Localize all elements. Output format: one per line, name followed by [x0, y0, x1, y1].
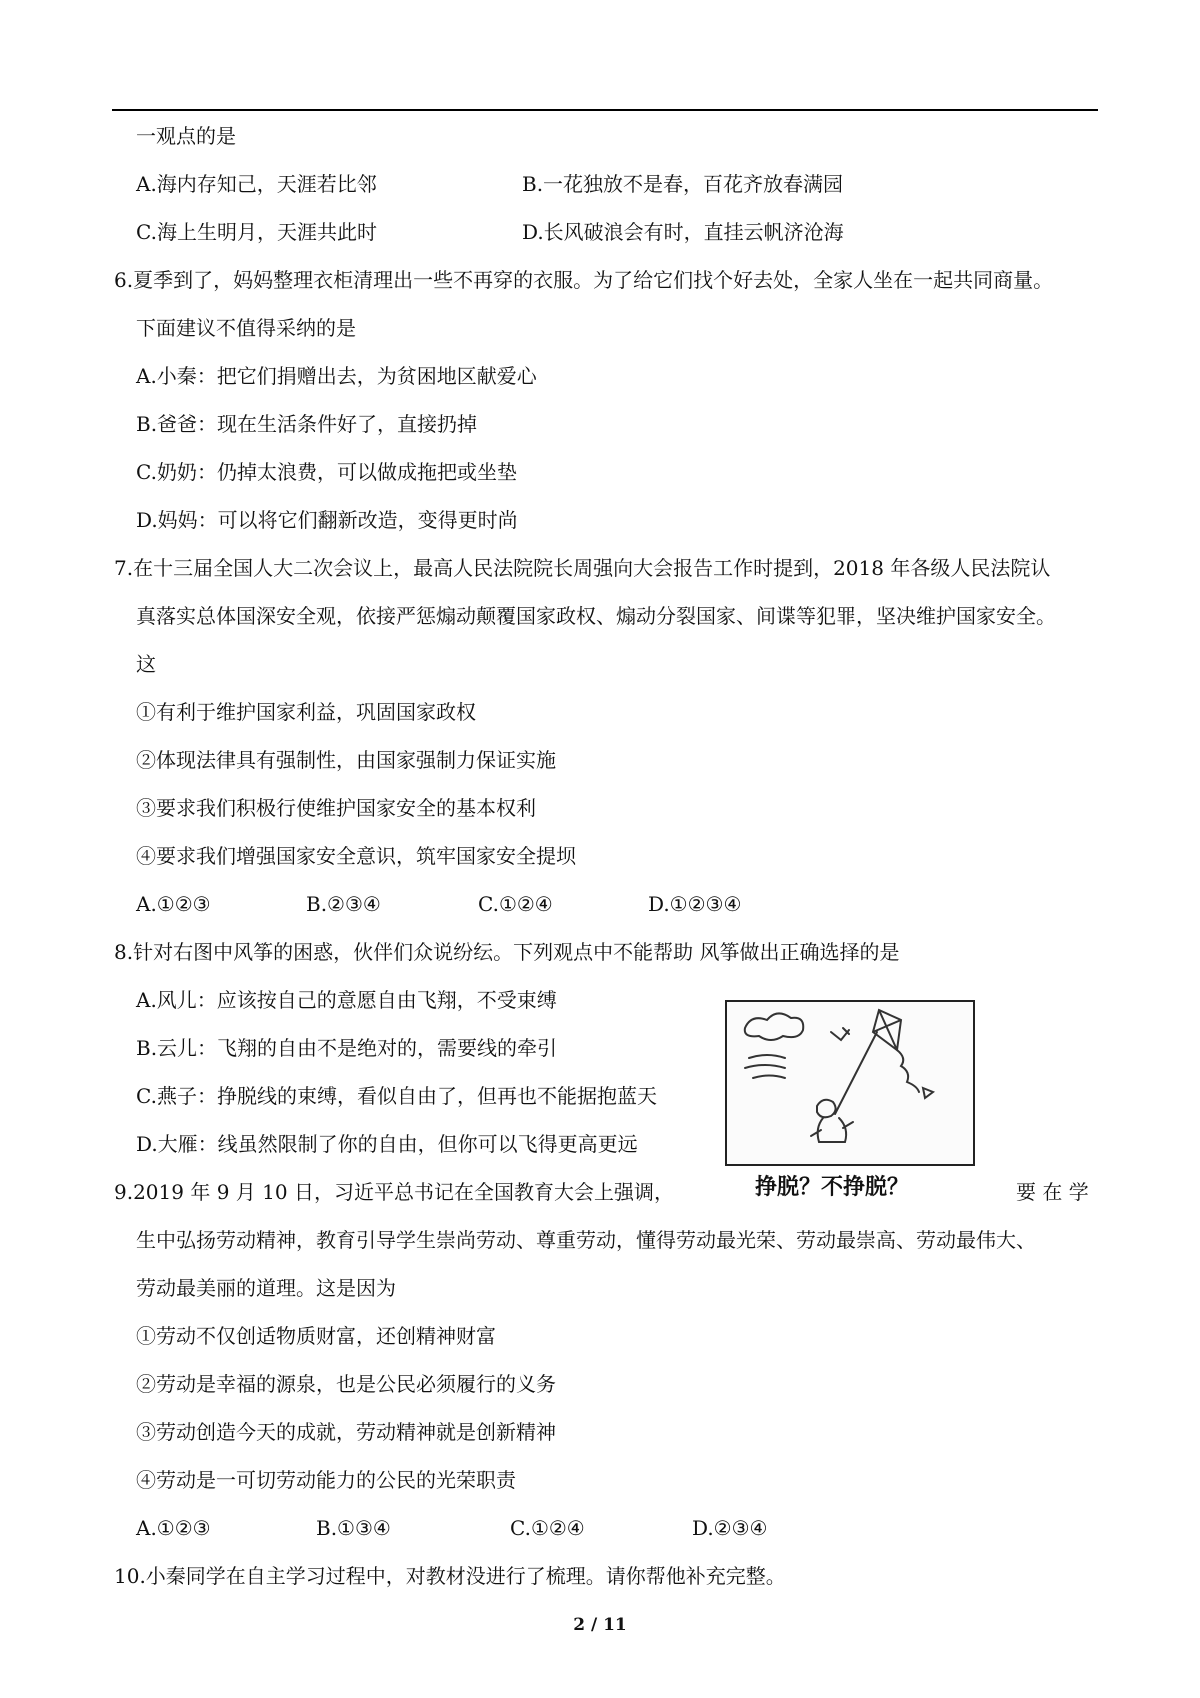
- kite-string-sketch: [835, 1032, 877, 1114]
- q9-stem-line1a: 9.2019 年 9 月 10 日，习近平总书记在全国教育大会上强调，: [114, 1180, 674, 1204]
- kite-sketch: [873, 1010, 901, 1050]
- q5-option-c: C.海上生明月，天涯共此时: [136, 220, 377, 244]
- q9-statement-1: ①劳动不仅创适物质财富，还创精神财富: [136, 1324, 496, 1348]
- q9-option-d: D.②③④: [692, 1516, 768, 1540]
- q8-option-a: A.风儿：应该按自己的意愿自由飞翔，不受束缚: [136, 988, 557, 1012]
- q6-stem-line1: 6.夏季到了，妈妈整理衣柜清理出一些不再穿的衣服。为了给它们找个好去处，全家人坐在一起共同商量。: [114, 268, 1054, 292]
- child-sketch: [811, 1100, 853, 1142]
- kite-illustration: [725, 1000, 975, 1166]
- q7-option-b: B.②③④: [306, 892, 381, 916]
- q8-option-b: B.云儿：飞翔的自由不是绝对的，需要线的牵引: [136, 1036, 558, 1060]
- q8-option-d: D.大雁：线虽然限制了你的自由，但你可以飞得更高更远: [136, 1132, 638, 1156]
- q7-option-a: A.①②③: [136, 892, 211, 916]
- q9-option-b: B.①③④: [316, 1516, 391, 1540]
- page-number: 2 / 11: [573, 1615, 627, 1635]
- q9-stem-line3: 劳动最美丽的道理。这是因为: [136, 1276, 396, 1300]
- wind-lines-sketch: [745, 1055, 785, 1078]
- figure-caption: 挣脱？不挣脱？: [755, 1175, 910, 1200]
- kite-tail-sketch: [897, 1050, 919, 1092]
- cloud-sketch: [745, 1013, 803, 1040]
- q7-option-d: D.①②③④: [648, 892, 742, 916]
- q6-stem-line2: 下面建议不值得采纳的是: [136, 316, 356, 340]
- q6-option-b: B.爸爸：现在生活条件好了，直接扔掉: [136, 412, 478, 436]
- q9-statement-2: ②劳动是幸福的源泉，也是公民必须履行的义务: [136, 1372, 556, 1396]
- q9-option-a: A.①②③: [136, 1516, 211, 1540]
- q7-statement-1: ①有利于维护国家利益，巩固国家政权: [136, 700, 476, 724]
- q7-statement-2: ②体现法律具有强制性，由国家强制力保证实施: [136, 748, 556, 772]
- q7-statement-4: ④要求我们增强国家安全意识，筑牢国家安全提坝: [136, 844, 576, 868]
- q8-option-c: C.燕子：挣脱线的束缚，看似自由了，但再也不能据抱蓝天: [136, 1084, 657, 1108]
- q6-option-c: C.奶奶：仍掉太浪费，可以做成拖把或坐垫: [136, 460, 517, 484]
- q8-stem-line1: 8.针对右图中风筝的困惑，伙伴们众说纷纭。下列观点中不能帮助 风筝做出正确选择的是: [114, 940, 900, 964]
- q9-stem-line1b: 要 在 学: [1016, 1180, 1089, 1204]
- tail-bow-sketch: [923, 1088, 933, 1098]
- q7-stem-line1: 7.在十三届全国人大二次会议上，最高人民法院院长周强向大会报告工作时提到，2018 年各级人民法院认: [114, 556, 1051, 580]
- kite-drawing: [727, 1002, 973, 1164]
- q7-option-c: C.①②④: [478, 892, 553, 916]
- q7-stem-line2: 真落实总体国深安全观，依接严惩煽动颠覆国家政权、煽动分裂国家、间谍等犯罪，坚决维护国家安全。: [136, 604, 1056, 628]
- q9-statement-3: ③劳动创造今天的成就，劳动精神就是创新精神: [136, 1420, 556, 1444]
- header-rule: [112, 109, 1098, 111]
- bird-sketch: [831, 1028, 849, 1040]
- q9-statement-4: ④劳动是一可切劳动能力的公民的光荣职责: [136, 1468, 516, 1492]
- q5-option-d: D.长风破浪会有时，直挂云帆济沧海: [522, 220, 844, 244]
- q5-option-a: A.海内存知己，天涯若比邻: [136, 172, 377, 196]
- q7-statement-3: ③要求我们积极行使维护国家安全的基本权利: [136, 796, 536, 820]
- q6-option-d: D.妈妈：可以将它们翻新改造，变得更时尚: [136, 508, 518, 532]
- q5-option-b: B.一花独放不是春，百花齐放春满园: [522, 172, 844, 196]
- q7-stem-line3: 这: [136, 652, 156, 676]
- q10-stem-line1: 10.小秦同学在自主学习过程中，对教材没进行了梳理。请你帮他补充完整。: [114, 1564, 786, 1588]
- q9-option-c: C.①②④: [510, 1516, 585, 1540]
- q5-stem-tail: 一观点的是: [136, 124, 236, 148]
- q6-option-a: A.小秦：把它们捐赠出去，为贫困地区献爱心: [136, 364, 537, 388]
- q9-stem-line2: 生中弘扬劳动精神，教育引导学生崇尚劳动、尊重劳动，懂得劳动最光荣、劳动最崇高、劳动最伟大、: [136, 1228, 1036, 1252]
